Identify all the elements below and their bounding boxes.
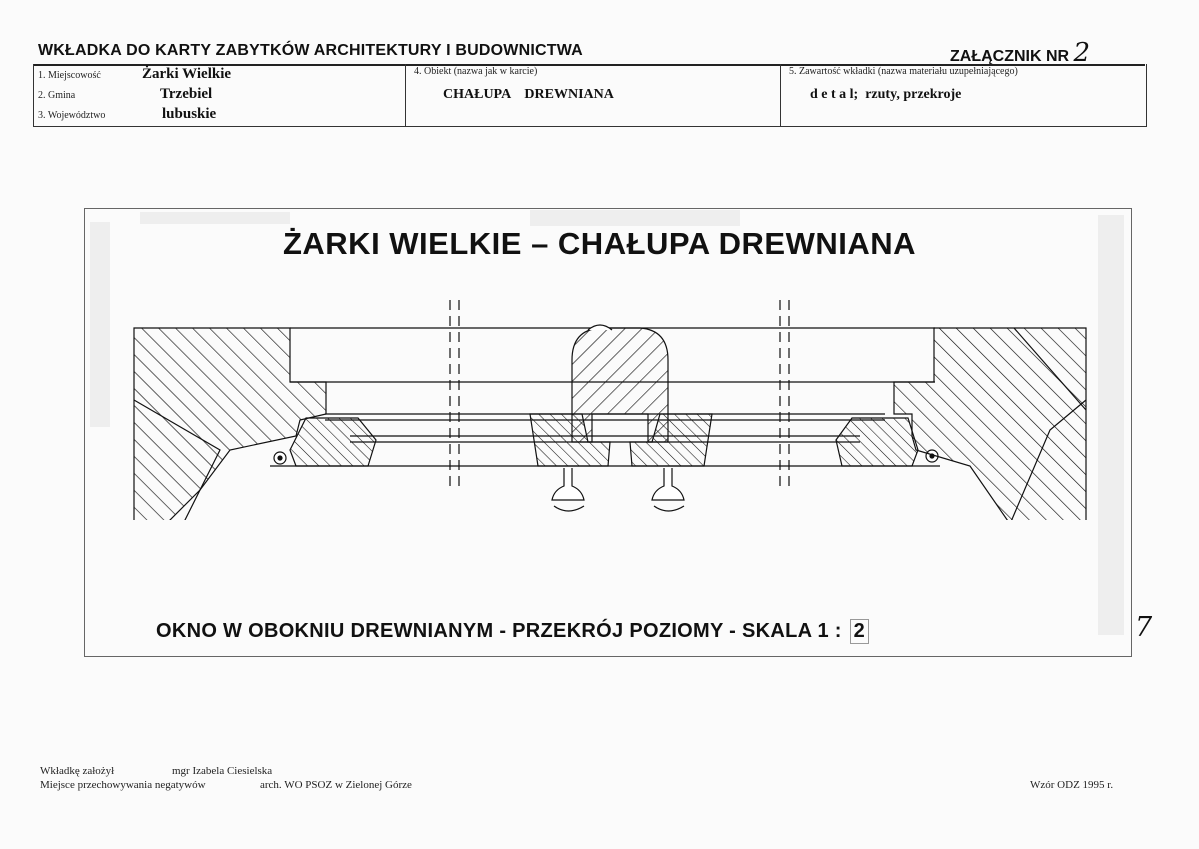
gmina-label: 2. Gmina [38,90,76,101]
table-divider [405,64,406,127]
obiekt-value: CHAŁUPA DREWNIANA [443,87,614,102]
creator-name: mgr Izabela Ciesielska [172,765,273,777]
drawing-caption [156,619,869,644]
obiekt-label: 4. Obiekt (nazwa jak w karcie) [414,66,538,77]
window-cross-section-drawing [120,290,1095,520]
wojewodztwo-value: lubuskie [162,106,217,122]
zawartosc-value: d e t a l; rzuty, przekroje [810,87,962,102]
template-version: Wzór ODZ 1995 r. [1030,779,1114,791]
creator-label: Wkładkę założył [40,765,115,777]
scale-value: 2 [850,619,869,644]
zawartosc-label: 5. Zawartość wkładki (nazwa materiału uzupełniającego) [789,66,1018,77]
miejscowosc-value: Żarki Wielkie [142,66,232,82]
page-number-handwritten: 7 [1135,612,1153,643]
table-divider [780,64,781,127]
wojewodztwo-label: 3. Województwo [38,110,106,121]
attachment-label: ZAŁĄCZNIK NR [950,48,1070,65]
caption-text: OKNO W OBOKNIU DREWNIANYM - PRZEKRÓJ POZIOMY - SKALA 1 : [156,620,842,642]
form-title: WKŁADKA DO KARTY ZABYTKÓW ARCHITEKTURY I BUDOWNICTWA [38,42,583,59]
scan-shadow [1098,215,1124,635]
scan-shadow [140,212,290,224]
storage-label: Miejsce przechowywania negatywów [40,779,206,791]
miejscowosc-label: 1. Miejscowość [38,70,101,81]
scan-shadow [530,210,740,226]
drawing-title: ŻARKI WIELKIE – CHAŁUPA DREWNIANA [282,226,917,261]
storage-value: arch. WO PSOZ w Zielonej Górze [260,779,412,791]
gmina-value: Trzebiel [160,86,213,102]
attachment-number-handwritten: 2 [1073,38,1091,68]
